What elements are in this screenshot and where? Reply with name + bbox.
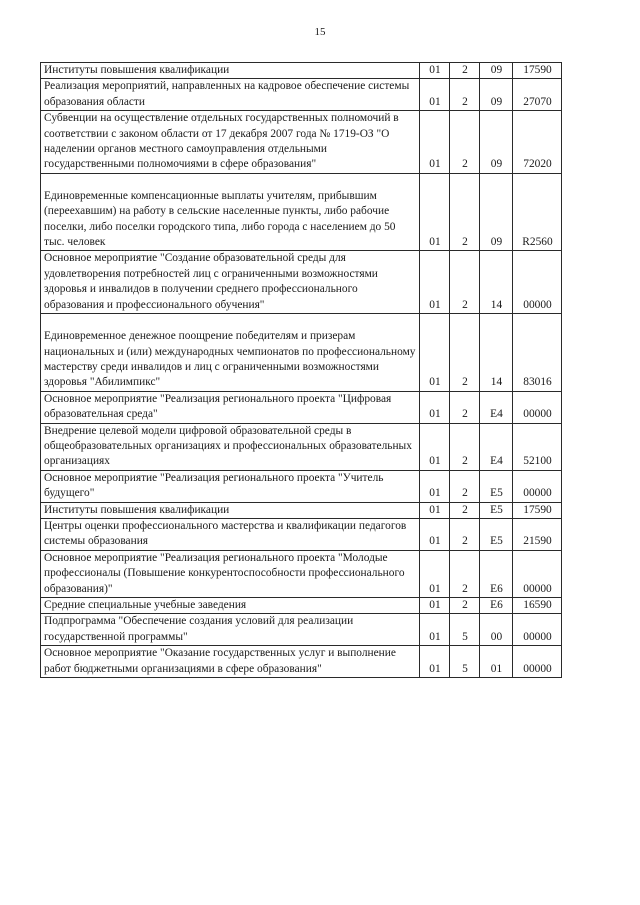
code-1: 01 <box>420 423 450 470</box>
code-2: 2 <box>450 391 480 423</box>
code-4: 00000 <box>513 550 562 597</box>
row-name: Единовременные компенсационные выплаты учителям, прибывшим (переехавшим) на работу в сельские населенные пункты, либо рабочие поселки, либо поселки городского типа, либо города с населением до 50 тыс. человек <box>44 189 396 249</box>
code-3: 14 <box>480 314 513 392</box>
table-row <box>41 314 562 392</box>
code-3: Е5 <box>480 502 513 518</box>
code-3: Е4 <box>480 391 513 423</box>
table-row <box>41 423 562 470</box>
row-name: Внедрение целевой модели цифровой образовательной среды в общеобразовательных организациях и профессиональных образовательных организациях <box>41 423 420 470</box>
code-1: 01 <box>420 550 450 597</box>
code-1: 01 <box>420 614 450 646</box>
table-row <box>41 173 562 251</box>
code-4: 16590 <box>513 598 562 614</box>
code-4: 72020 <box>513 111 562 174</box>
row-name: Основное мероприятие "Реализация регионального проекта "Цифровая образовательная среда" <box>41 391 420 423</box>
code-2: 2 <box>450 314 480 392</box>
code-1: 01 <box>420 63 450 79</box>
page-number: 15 <box>314 26 326 38</box>
code-1: 01 <box>420 251 450 314</box>
code-4: 00000 <box>513 470 562 502</box>
table-row <box>41 79 562 111</box>
table-row <box>41 251 562 314</box>
row-name: Центры оценки профессионального мастерства и квалификации педагогов системы образования <box>41 518 420 550</box>
code-4: 27070 <box>513 79 562 111</box>
table-row <box>41 470 562 502</box>
code-4: 52100 <box>513 423 562 470</box>
row-name-cell <box>41 173 420 251</box>
code-3: 09 <box>480 63 513 79</box>
row-name: Средние специальные учебные заведения <box>41 598 420 614</box>
code-2: 2 <box>450 111 480 174</box>
code-3: 01 <box>480 646 513 678</box>
row-name: Основное мероприятие "Создание образовательной среды для удовлетворения потребностей лиц с ограниченными возможностями здоровья и инвалидов в получении среднего профессионального образования и профессионального обучения" <box>41 251 420 314</box>
code-3: Е5 <box>480 470 513 502</box>
code-2: 2 <box>450 550 480 597</box>
table-row <box>41 63 562 79</box>
code-1: 01 <box>420 173 450 251</box>
budget-classification-table <box>40 62 562 678</box>
code-4: R2560 <box>513 173 562 251</box>
code-1: 01 <box>420 598 450 614</box>
code-2: 2 <box>450 470 480 502</box>
code-1: 01 <box>420 314 450 392</box>
code-4: 83016 <box>513 314 562 392</box>
row-name: Основное мероприятие "Реализация регионального проекта "Молодые профессионалы (Повышение конкурентоспособности профессионального образования)" <box>41 550 420 597</box>
row-name: Реализация мероприятий, направленных на кадровое обеспечение системы образования области <box>41 79 420 111</box>
table-row <box>41 111 562 174</box>
code-2: 5 <box>450 646 480 678</box>
row-name: Институты повышения квалификации <box>41 63 420 79</box>
code-3: Е6 <box>480 598 513 614</box>
code-2: 2 <box>450 423 480 470</box>
row-name: Субвенции на осуществление отдельных государственных полномочий в соответствии с законом области от 17 декабря 2007 года № 1719-ОЗ "О наделении органов местного самоуправления отдельными государственными полномочиями в сфере образования" <box>41 111 420 174</box>
code-1: 01 <box>420 518 450 550</box>
row-name: Основное мероприятие "Реализация регионального проекта "Учитель будущего" <box>41 470 420 502</box>
table-row <box>41 502 562 518</box>
code-3: 14 <box>480 251 513 314</box>
code-4: 00000 <box>513 251 562 314</box>
row-name: Подпрограмма "Обеспечение создания условий для реализации государственной программы" <box>41 614 420 646</box>
table-row <box>41 646 562 678</box>
code-3: Е6 <box>480 550 513 597</box>
code-4: 21590 <box>513 518 562 550</box>
code-2: 2 <box>450 518 480 550</box>
code-4: 17590 <box>513 502 562 518</box>
table-row <box>41 518 562 550</box>
code-4: 00000 <box>513 646 562 678</box>
code-1: 01 <box>420 391 450 423</box>
code-3: 09 <box>480 79 513 111</box>
table-row <box>41 614 562 646</box>
code-4: 17590 <box>513 63 562 79</box>
table-row <box>41 550 562 597</box>
code-4: 00000 <box>513 614 562 646</box>
code-3: 09 <box>480 173 513 251</box>
table-row <box>41 598 562 614</box>
code-2: 2 <box>450 173 480 251</box>
table-row <box>41 391 562 423</box>
code-1: 01 <box>420 646 450 678</box>
code-2: 2 <box>450 251 480 314</box>
code-2: 2 <box>450 63 480 79</box>
code-3: Е5 <box>480 518 513 550</box>
code-3: 00 <box>480 614 513 646</box>
code-4: 00000 <box>513 391 562 423</box>
code-1: 01 <box>420 470 450 502</box>
row-name-cell <box>41 314 420 392</box>
code-1: 01 <box>420 79 450 111</box>
row-name: Институты повышения квалификации <box>41 502 420 518</box>
code-1: 01 <box>420 111 450 174</box>
code-2: 5 <box>450 614 480 646</box>
code-2: 2 <box>450 598 480 614</box>
code-2: 2 <box>450 502 480 518</box>
row-name: Единовременное денежное поощрение победителям и призерам национальных и (или) международных чемпионатов по профессиональному мастерству среди инвалидов и лиц с ограниченными возможностями здоровья "Абилимпикс" <box>44 330 416 389</box>
code-2: 2 <box>450 79 480 111</box>
code-3: Е4 <box>480 423 513 470</box>
code-1: 01 <box>420 502 450 518</box>
code-3: 09 <box>480 111 513 174</box>
row-name: Основное мероприятие "Оказание государственных услуг и выполнение работ бюджетными организациями в сфере образования" <box>41 646 420 678</box>
